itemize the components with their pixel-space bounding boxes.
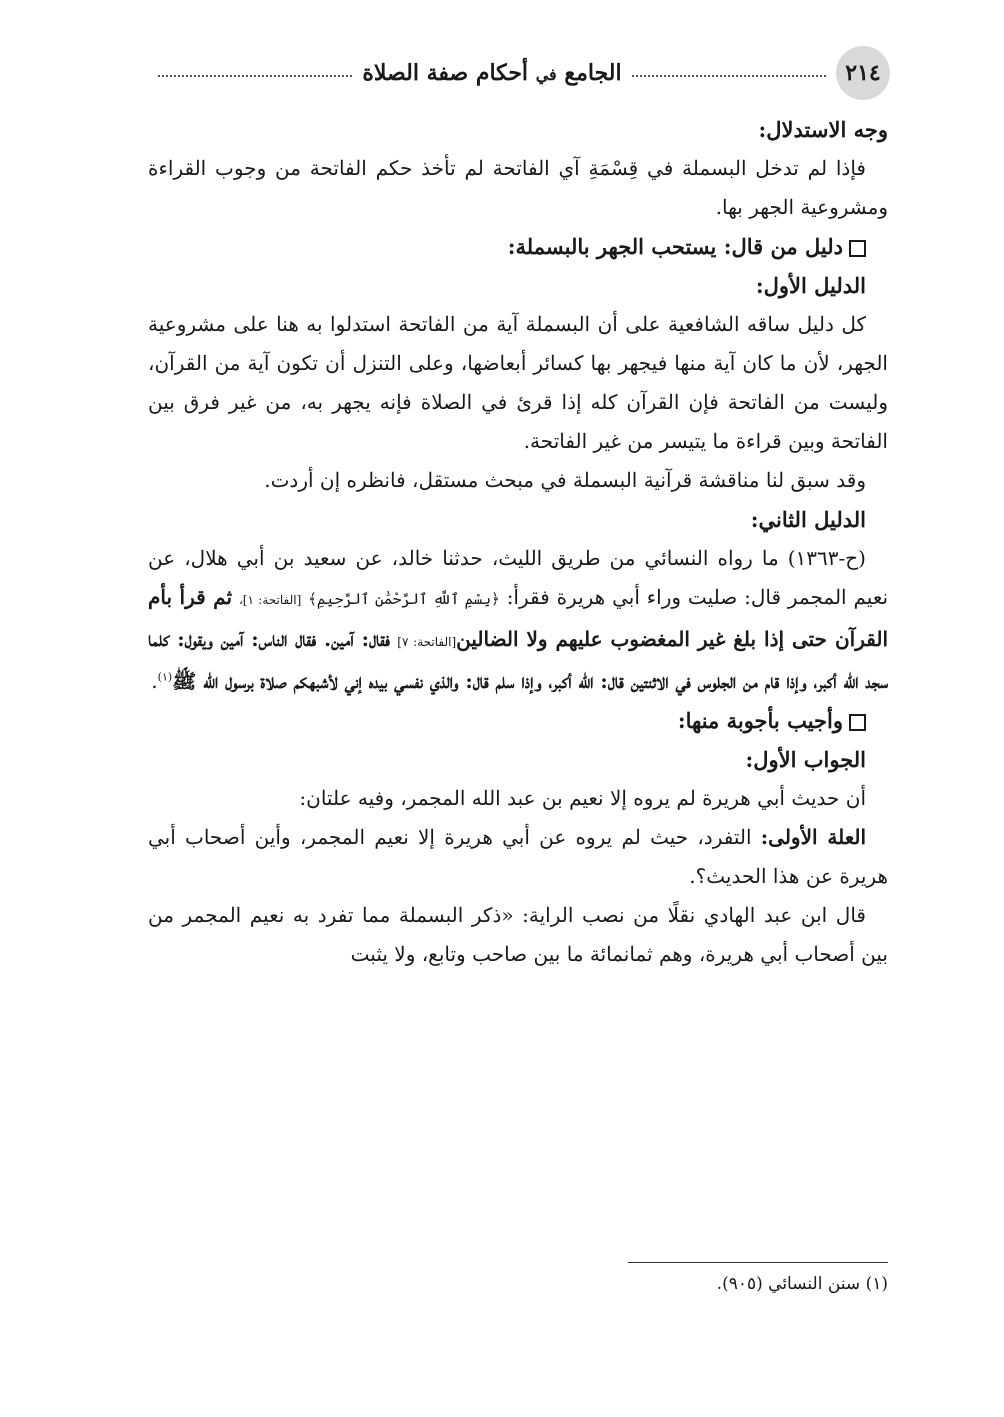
header-dots-right — [632, 75, 826, 77]
running-title-part-1: الجامع — [564, 60, 622, 86]
second-evidence-heading: الدليل الثاني: — [750, 507, 866, 532]
answers-heading — [148, 701, 888, 740]
basmala-verse: ﴿بِسْمِ ٱللَّهِ ٱلرَّحْمَٰنِ ٱلرَّحِيمِ﴾ — [308, 590, 500, 608]
hadith-bold-1: ثم قرأ بأم القرآن حتى إذا بلغ غير المغضوب عليهم ولا الضالين — [148, 585, 889, 651]
hadith-paragraph: (ح-١٣٦٣) ما رواه النسائي من طريق الليث، حدثنا خالد، عن سعيد بن أبي هلال، عن نعيم المجمر قال: صليت وراء أبي هريرة فقرأ: ﴿بِسْمِ ٱللَّهِ ٱلرَّحْمَٰنِ ٱلرَّحِيمِ﴾ [الفاتحة: ١]، ثم قرأ بأم القرآن حتى إذا بلغ غير المغضوب عليهم ولا الضالين[الفاتحة: ٧] فقال: آمين. فقال الناس: آمين ويقول: كلما سجد الله أكبر، وإذا قام من الجلوس في الاثنتين قال: الله أكبر، وإذا سلم قال: والذي نفسي بيده إني لأشبهكم صلاة برسول الله ﷺ$^{(١)}$. — [148, 546, 889, 693]
section-heading — [148, 227, 888, 266]
running-title-part-3: أحكام صفة الصلاة — [362, 60, 529, 86]
hadith-intro: (ح-١٣٦٣) ما رواه النسائي من طريق الليث، حدثنا خالد، عن سعيد بن أبي هلال، عن نعيم المجمر قال: صليت وراء أبي هريرة فقرأ: — [148, 546, 889, 609]
dallin-reference: [الفاتحة: ٧] — [397, 635, 457, 649]
checkbox-square-icon — [849, 240, 866, 257]
footnote-divider — [628, 1262, 888, 1263]
wajh-heading: وجه الاستدلال: — [758, 117, 888, 142]
paragraph-5 — [148, 818, 888, 896]
footnote-number: (١) — [865, 1274, 888, 1294]
page-body — [148, 110, 888, 974]
first-evidence-heading: الدليل الأول: — [755, 273, 866, 298]
footnote-marker: (١) — [157, 670, 173, 684]
header-dots-left — [158, 75, 352, 77]
first-answer-heading: الجواب الأول: — [745, 747, 866, 772]
paragraph-2: كل دليل ساقه الشافعية على أن البسملة آية من الفاتحة استدلوا به هنا على مشروعية الجهر، لأن ما كان آية منها فيجهر بها كسائر أبعاضها، وعلى التنزل أن تكون آية من القرآن، وليست من الفاتحة فإن القرآن كله إذا قرئ في الصلاة فإنه يجهر به، من غير فرق بين الفاتحة وبين قراءة ما يتيسر من غير الفاتحة. — [148, 312, 888, 453]
basmala-reference: [الفاتحة: ١]، — [238, 593, 302, 607]
illa-label: العلة الأولى: — [760, 825, 867, 849]
checkbox-square-icon — [849, 714, 866, 731]
paragraph-3: وقد سبق لنا مناقشة قرآنية البسملة في مبحث مستقل، فانظره إن أردت. — [264, 468, 866, 492]
paragraph-1: فإذا لم تدخل البسملة في قِسْمَةِ آي الفاتحة لم تأخذ حكم الفاتحة من وجوب القراءة ومشروعية الجهر بها. — [148, 156, 888, 219]
running-title-part-2: في — [535, 65, 557, 84]
section-heading-text: دليل من قال: يستحب الجهر بالبسملة: — [507, 234, 843, 259]
paragraph-4: أن حديث أبي هريرة لم يروه إلا نعيم بن عبد الله المجمر، وفيه علتان: — [299, 786, 866, 810]
footnote — [148, 1274, 888, 1294]
running-title — [362, 60, 621, 86]
answers-heading-text: وأجيب بأجوبة منها: — [677, 708, 843, 733]
paragraph-6: قال ابن عبد الهادي نقلًا من نصب الراية: «ذكر البسملة مما تفرد به نعيم المجمر من بين أصحاب أبي هريرة، وهم ثمانمائة ما بين صاحب وتابع، ولا يثبت — [148, 903, 888, 966]
paragraph-5-text: التفرد، حيث لم يروه عن أبي هريرة إلا نعيم المجمر، وأين أصحاب أبي هريرة عن هذا الحديث؟. — [148, 825, 888, 888]
hadith-bold-2: فقال: آمين. فقال الناس: آمين ويقول: كلما سجد الله أكبر، وإذا قام من الجلوس في الاثنتين قال: الله أكبر، وإذا سلم قال: والذي نفسي بيده إني لأشبهكم صلاة برسول الله ﷺ — [148, 627, 888, 693]
page-header — [148, 48, 890, 98]
page-number: ٢١٤ — [836, 46, 890, 100]
footnote-text: سنن النسائي (٩٠٥). — [716, 1274, 861, 1294]
